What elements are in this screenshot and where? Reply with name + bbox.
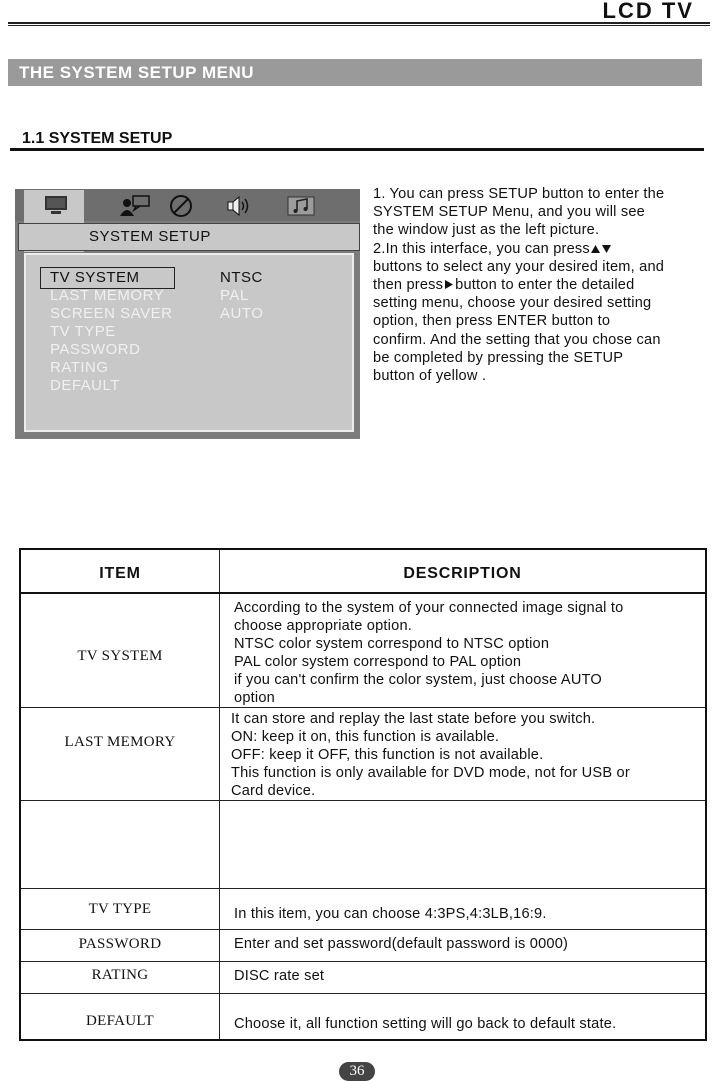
- osd-item-default[interactable]: DEFAULT: [50, 377, 120, 394]
- table-row-item: RATING: [91, 967, 149, 983]
- table-row-desc: It can store and replay the last state before you switch. ON: keep it on, this function is available. OFF: keep it OFF, this function is not available. This function is only available for DVD mode, not for USB or Card device.: [231, 711, 630, 799]
- osd-item-tv-system[interactable]: TV SYSTEM: [50, 269, 140, 286]
- instruction-line: 1. You can press SETUP button to enter the: [373, 186, 665, 202]
- table-row-item: DEFAULT: [86, 1013, 154, 1029]
- osd-title-bar: [18, 223, 360, 251]
- person-speech-icon[interactable]: [118, 194, 152, 218]
- table-row-rule: [21, 961, 705, 962]
- right-arrow-icon: [444, 279, 454, 290]
- table-row-item: TV SYSTEM: [77, 648, 163, 664]
- osd-value-list: [220, 269, 263, 323]
- osd-value-ntsc[interactable]: NTSC: [220, 269, 263, 286]
- instruction-line: confirm. And the setting that you chose can: [373, 331, 661, 348]
- section-rule: [10, 148, 704, 151]
- table-header-rule: [21, 592, 705, 594]
- brand-title: LCD TV: [602, 0, 694, 23]
- table-column-divider: [219, 550, 220, 1039]
- section-title: 1.1 SYSTEM SETUP: [22, 130, 173, 147]
- table-row-rule: [21, 993, 705, 994]
- table-row-item: PASSWORD: [78, 936, 162, 952]
- table-row-desc: Choose it, all function setting will go back to default state.: [234, 1016, 617, 1032]
- down-arrow-icon: [601, 244, 612, 254]
- section-banner: [8, 59, 702, 86]
- instruction-line: buttons to select any your desired item, and: [373, 258, 665, 275]
- table-row-rule: [21, 929, 705, 930]
- table-row-desc: In this item, you can choose 4:3PS,4:3LB,16:9.: [234, 906, 547, 922]
- instruction-line: option, then press ENTER button to: [373, 313, 611, 330]
- osd-item-screen-saver[interactable]: SCREEN SAVER: [50, 305, 173, 322]
- table-header-item: ITEM: [99, 565, 141, 582]
- music-icon[interactable]: [287, 194, 315, 218]
- instruction-line: then press button to enter the detailed: [373, 277, 635, 294]
- rating-circle-icon[interactable]: [169, 194, 193, 218]
- up-arrow-icon: [590, 244, 601, 254]
- page-number: 36: [339, 1062, 375, 1081]
- table-row-desc: According to the system of your connected image signal to choose appropriate option. NTSC color system correspond to NTSC option PAL color system correspond to PAL option if you can't confirm the color system, just choose AUTO option: [234, 600, 624, 706]
- table-row-rule: [21, 888, 705, 889]
- table-row-desc: DISC rate set: [234, 968, 325, 984]
- instruction-line: SYSTEM SETUP Menu, and you will see: [373, 204, 645, 221]
- top-rule-thin: [8, 25, 710, 26]
- table-row-desc: Enter and set password(default password is 0000): [234, 936, 569, 952]
- osd-item-password[interactable]: PASSWORD: [50, 341, 141, 358]
- osd-selection-box: [40, 267, 175, 289]
- item-description-table: [19, 548, 707, 1041]
- table-row-rule: [21, 707, 705, 708]
- osd-item-last-memory[interactable]: LAST MEMORY: [50, 287, 165, 304]
- banner-title: THE SYSTEM SETUP MENU: [19, 63, 254, 82]
- table-row-item: TV TYPE: [88, 901, 152, 917]
- osd-item-rating[interactable]: RATING: [50, 359, 109, 376]
- osd-item-tv-type[interactable]: TV TYPE: [50, 323, 116, 340]
- instructions-text: [373, 185, 712, 385]
- osd-screen: [15, 189, 360, 439]
- instruction-line: setting menu, choose your desired setting: [373, 295, 652, 312]
- instruction-line: the window just as the left picture.: [373, 222, 600, 239]
- instruction-line: 2.In this interface, you can press: [373, 240, 712, 258]
- monitor-icon[interactable]: [43, 194, 69, 218]
- osd-value-auto[interactable]: AUTO: [220, 305, 264, 322]
- instruction-line: be completed by pressing the SETUP: [373, 349, 624, 366]
- table-row-item: LAST MEMORY: [64, 734, 176, 750]
- speaker-icon[interactable]: [225, 194, 253, 218]
- osd-title: SYSTEM SETUP: [89, 228, 211, 245]
- table-row-rule: [21, 800, 705, 801]
- osd-value-pal[interactable]: PAL: [220, 287, 249, 304]
- table-header-description: DESCRIPTION: [403, 565, 522, 582]
- instruction-line: button of yellow .: [373, 368, 487, 385]
